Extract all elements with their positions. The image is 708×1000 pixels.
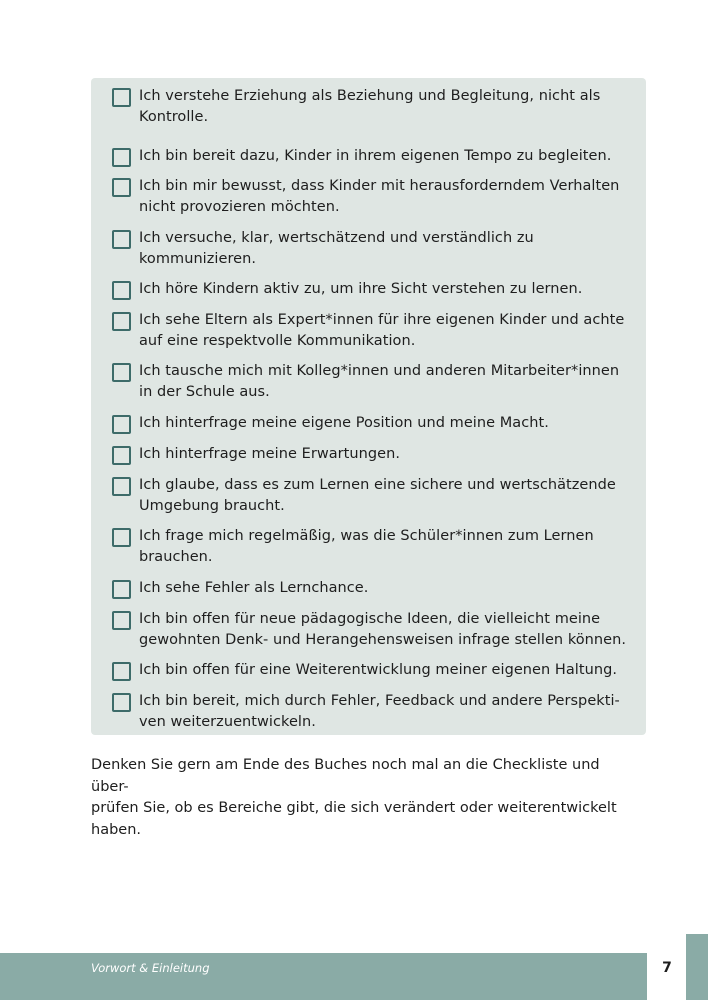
checklist-item-text: Ich bin offen für eine Weiterentwicklung meiner eigenen Haltung.	[139, 662, 618, 678]
checklist-item-text: Ich bin bereit, mich durch Fehler, Feedback und andere Perspekti- ven weiterzuentwickeln.	[139, 693, 620, 730]
checkbox[interactable]	[112, 281, 131, 300]
closing-note: Denken Sie gern am Ende des Buches noch mal an die Checkliste und über- prüfen Sie, ob es Bereiche gibt, die sich verändert oder weiterentwickelt haben.	[91, 757, 617, 838]
checklist-item-text: Ich tausche mich mit Kolleg*innen und anderen Mitarbeiter*innen in der Schule aus.	[139, 363, 620, 400]
page-edge-strip	[686, 954, 708, 1000]
checkbox[interactable]	[112, 477, 131, 496]
checklist-item-text: Ich verstehe Erziehung als Beziehung und Begleitung, nicht als Kontrolle.	[139, 88, 601, 125]
checkbox[interactable]	[112, 446, 131, 465]
checkbox[interactable]	[112, 528, 131, 547]
checklist-item-text: Ich höre Kindern aktiv zu, um ihre Sicht verstehen zu lernen.	[139, 281, 583, 297]
checklist-item-text: Ich frage mich regelmäßig, was die Schüler*innen zum Lernen brauchen.	[139, 528, 594, 565]
checkbox[interactable]	[112, 88, 131, 107]
page-number: 7	[662, 960, 672, 976]
checkbox[interactable]	[112, 415, 131, 434]
checkbox[interactable]	[112, 363, 131, 382]
checkbox[interactable]	[112, 580, 131, 599]
checkbox[interactable]	[112, 662, 131, 681]
checklist-item-text: Ich glaube, dass es zum Lernen eine sichere und wertschätzende Umgebung braucht.	[139, 477, 616, 514]
checkbox[interactable]	[112, 611, 131, 630]
checkbox[interactable]	[112, 148, 131, 167]
footer-section-title: Vorwort & Einleitung	[91, 961, 210, 975]
checklist-box	[91, 78, 646, 735]
checklist-item-text: Ich sehe Fehler als Lernchance.	[139, 580, 369, 596]
checkbox[interactable]	[112, 178, 131, 197]
checklist-item-text: Ich bin offen für neue pädagogische Ideen, die vielleicht meine gewohnten Denk- und Herangehensweisen infrage stellen können.	[139, 611, 627, 648]
checklist-item-text: Ich versuche, klar, wertschätzend und verständlich zu kommunizieren.	[139, 230, 534, 267]
page-tab-decoration	[686, 934, 708, 954]
checklist-item-text: Ich bin mir bewusst, dass Kinder mit herausforderndem Verhalten nicht provozieren möchten.	[139, 178, 620, 215]
checklist-item-text: Ich bin bereit dazu, Kinder in ihrem eigenen Tempo zu begleiten.	[139, 148, 612, 164]
checkbox[interactable]	[112, 693, 131, 712]
checklist-item-text: Ich sehe Eltern als Expert*innen für ihre eigenen Kinder und achte auf eine respektvolle Kommunikation.	[139, 312, 625, 349]
checkbox[interactable]	[112, 230, 131, 249]
checklist-item-text: Ich hinterfrage meine Erwartungen.	[139, 446, 401, 462]
checklist-item-text: Ich hinterfrage meine eigene Position und meine Macht.	[139, 415, 549, 431]
checkbox[interactable]	[112, 312, 131, 331]
